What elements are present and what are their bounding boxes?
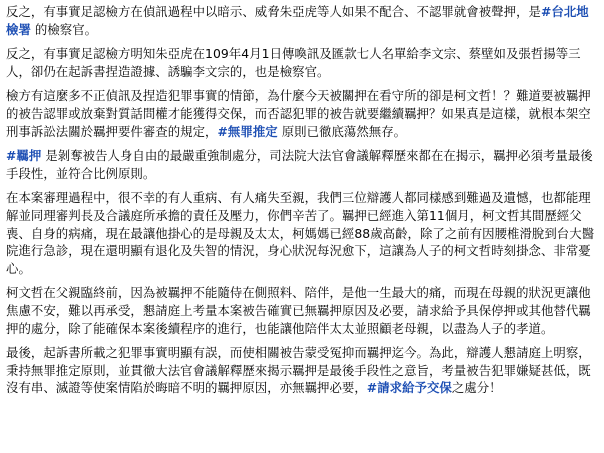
text-segment: 柯文哲在父親臨終前，因為被羈押不能隨侍在側照料、陪伴，是他一生最大的痛，而現在母親的狀況更讓他焦慮不安，難以再承受，懇請庭上考量本案被告確實已無羈押原因及必要，請求給予具保停押或其他替代羈押的處分，除了能確保本案後續程序的進行，也能讓他陪伴太太並照顧老母親，以盡為人子的孝道。 xyxy=(6,285,591,336)
hashtag-link[interactable]: #羈押 xyxy=(6,148,42,164)
hashtag-link[interactable]: #台北地檢署 xyxy=(6,4,589,37)
text-segment: 是剝奪被告人身自由的最嚴重強制處分，司法院大法官會議解釋歷來都在在揭示，羈押必須考量最後手段性，並符合比例原則。 xyxy=(6,148,593,181)
text-segment: 反之，有事實足認檢方明知朱亞虎在109年4月1日傳喚訊及匯款七人名單給李文宗、蔡壁如及張哲揚等三人，卻仍在起訴書捏造證據、誘騙李文宗的，也是檢察官。 xyxy=(6,46,581,79)
paragraph-2 xyxy=(6,45,598,80)
text-segment: 在本案審理過程中，很不幸的有人重病、有人痛失至親，我們三位辯護人都同樣感到難過及遺憾，也都能理解並同理審判長及合議庭所承擔的責任及壓力，你們辛苦了。羈押已經進入第11個月，柯文哲其間歷經父喪、自身的病痛，現在最讓他掛心的是母親及太太，柯媽媽已經88歲高齡，除了之前有因腰椎滑脫到台大醫院進行急診，現在還明顯有退化及失智的情況，身心狀況每況愈下，這讓為人子的柯文哲時刻掛念、非常憂心。 xyxy=(6,190,595,276)
text-segment: 最後，起訴書所載之犯罪事實明顯有誤，而使相關被告蒙受冤抑而羈押迄今。為此，辯護人懇請庭上明察，秉持無罪推定原則，並貫徹大法官會議解釋歷來揭示羈押是最後手段性之意旨，考量被告犯罪嫌疑甚低，既沒有串、滅證等使案情陷於晦暗不明的羈押原因，亦無羈押必要， xyxy=(6,345,591,396)
hashtag-link[interactable]: #無罪推定 xyxy=(217,123,278,139)
paragraph-6 xyxy=(6,284,598,337)
paragraph-5 xyxy=(6,189,598,277)
paragraph-4 xyxy=(6,147,598,182)
text-segment: 之處分！ xyxy=(451,380,502,396)
paragraph-7 xyxy=(6,344,598,397)
hashtag-link[interactable]: #請求給予交保 xyxy=(366,380,452,396)
text-segment: 原則已徹底蕩然無存。 xyxy=(277,123,407,139)
text-segment: 的檢察官。 xyxy=(30,21,98,37)
paragraph-1 xyxy=(6,3,598,38)
paragraph-3 xyxy=(6,87,598,140)
text-segment: 反之，有事實足認檢方在偵訊過程中以暗示、威脅朱亞虎等人如果不配合、不認罪就會被聲押，是 xyxy=(6,4,541,19)
text-segment: 檢方有這麼多不正偵訊及捏造犯罪事實的情節，為什麼今天被關押在看守所的卻是柯文哲！？難道要被羈押的被告認罪或放棄對質話問權才能獲得交保，而否認犯罪的被告就要繼續羈押？如果真是這樣，就根本架空刑事訴訟法關於羈押要件審查的規定， xyxy=(6,88,591,139)
